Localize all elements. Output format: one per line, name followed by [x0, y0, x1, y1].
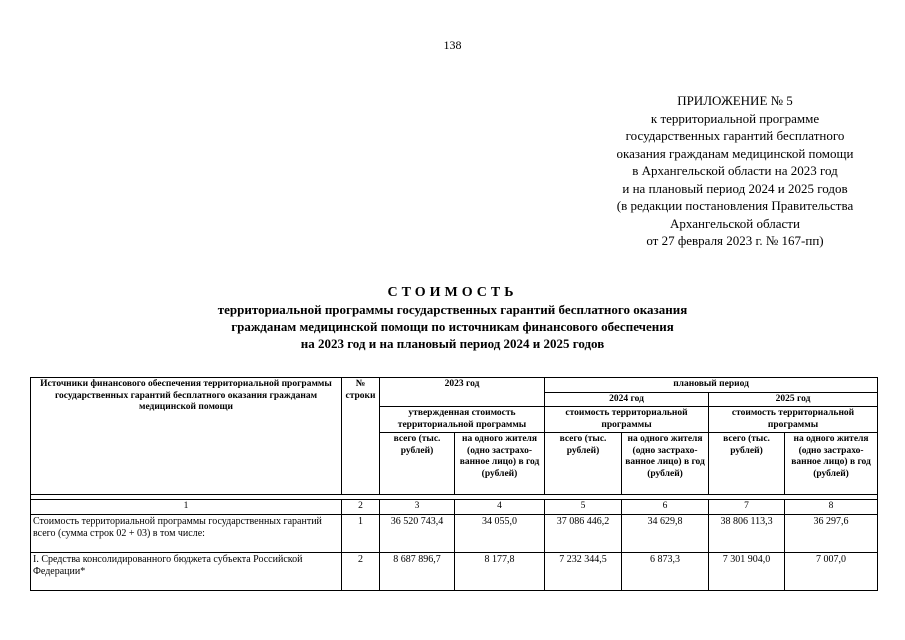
cell-per-resident-2023: 8 177,8 [455, 552, 545, 590]
header-per-resident-2024: на одного жителя (одно застрахо-ванное лицо) в год (рублей) [622, 433, 709, 495]
cell-total-2024: 37 086 446,2 [545, 514, 622, 552]
appendix-line: и на плановый период 2024 и 2025 годов [622, 180, 848, 196]
appendix-line: ПРИЛОЖЕНИЕ № 5 [677, 93, 793, 108]
header-row-no: № строки [342, 378, 380, 495]
cost-table [30, 377, 878, 591]
header-2024: 2024 год [545, 392, 709, 407]
column-number: 6 [622, 500, 709, 515]
header-total-2025: всего (тыс. рублей) [709, 433, 785, 495]
cell-total-2024: 7 232 344,5 [545, 552, 622, 590]
column-number: 4 [455, 500, 545, 515]
title-line: СТОИМОСТЬ [387, 285, 518, 300]
header-per-resident-2025: на одного жителя (одно застрахо-ванное лицо) в год (рублей) [785, 433, 878, 495]
header-sources: Источники финансового обеспечения территориальной программы государственных гарантий бесплатного оказания гражданам медицинской помощи [31, 378, 342, 495]
column-number: 8 [785, 500, 878, 515]
column-number: 7 [709, 500, 785, 515]
document-title [0, 284, 905, 352]
appendix-line: оказания гражданам медицинской помощи [616, 145, 854, 161]
header-total-2024: всего (тыс. рублей) [545, 433, 622, 495]
header-2023: 2023 год [380, 378, 545, 407]
title-line: территориальной программы государственных гарантий бесплатного оказания [217, 302, 688, 317]
appendix-line: к территориальной программе [650, 110, 820, 126]
cell-per-resident-2024: 34 629,8 [622, 514, 709, 552]
row-label: Стоимость территориальной программы государственных гарантий всего (сумма строк 02 + 03) в том числе: [31, 514, 342, 552]
column-number: 2 [342, 500, 380, 515]
row-label: I. Средства консолидированного бюджета субъекта Российской Федерации* [31, 552, 342, 590]
column-number: 1 [31, 500, 342, 515]
header-per-resident-2023: на одного жителя (одно застрахо-ванное лицо) в год (рублей) [455, 433, 545, 495]
column-number: 3 [380, 500, 455, 515]
appendix-line: от 27 февраля 2023 г. № 167-пп) [646, 233, 824, 248]
appendix-header [590, 92, 880, 250]
cell-total-2023: 36 520 743,4 [380, 514, 455, 552]
header-2025: 2025 год [709, 392, 878, 407]
appendix-line: государственных гарантий бесплатного [625, 128, 845, 143]
cell-total-2025: 38 806 113,3 [709, 514, 785, 552]
row-no: 2 [342, 552, 380, 590]
cell-total-2023: 8 687 896,7 [380, 552, 455, 590]
header-cost-2025: стоимость территориальной программы [709, 407, 878, 433]
cell-per-resident-2024: 6 873,3 [622, 552, 709, 590]
title-line: на 2023 год и на плановый период 2024 и 2025 годов [300, 336, 605, 351]
header-approved-cost: утвержденная стоимость территориальной программы [380, 407, 545, 433]
appendix-line: Архангельской области [670, 215, 800, 231]
appendix-line: (в редакции постановления Правительства [616, 198, 854, 213]
cell-per-resident-2023: 34 055,0 [455, 514, 545, 552]
row-no: 1 [342, 514, 380, 552]
cell-per-resident-2025: 7 007,0 [785, 552, 878, 590]
header-total-2023: всего (тыс. рублей) [380, 433, 455, 495]
cell-total-2025: 7 301 904,0 [709, 552, 785, 590]
column-number: 5 [545, 500, 622, 515]
table-row [31, 514, 878, 552]
header-cost-2024: стоимость территориальной программы [545, 407, 709, 433]
cell-per-resident-2025: 36 297,6 [785, 514, 878, 552]
header-planned-period: плановый период [545, 378, 878, 393]
title-line: гражданам медицинской помощи по источникам финансового обеспечения [231, 319, 674, 334]
appendix-line: в Архангельской области на 2023 год [632, 163, 838, 178]
table-row [31, 552, 878, 590]
page-number: 138 [443, 38, 462, 52]
